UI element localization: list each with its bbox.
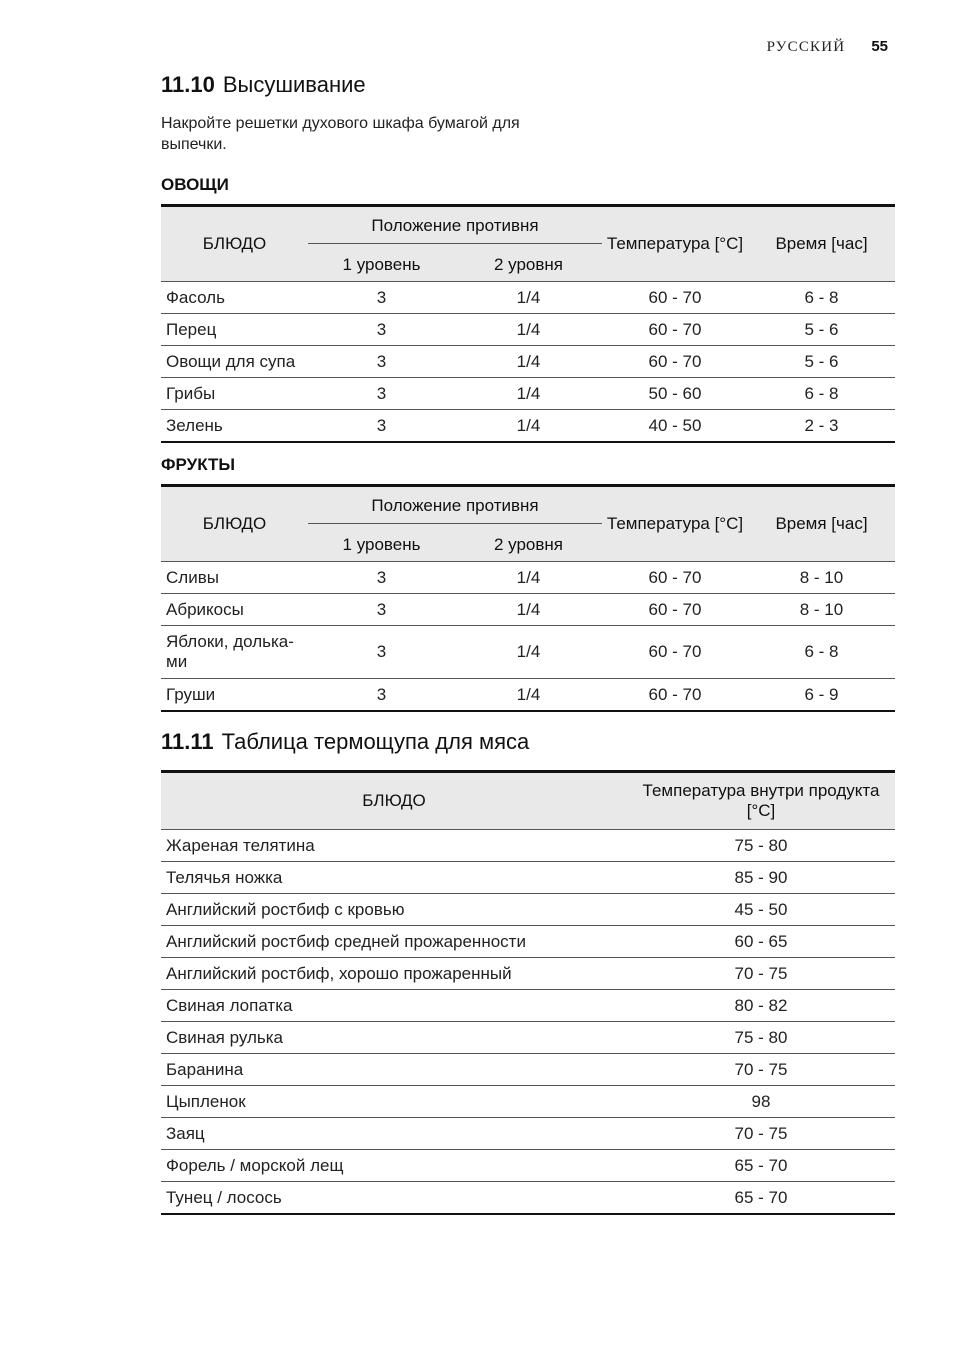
- temp-cell: 75 - 80: [627, 830, 895, 862]
- dish-cell: Заяц: [161, 1118, 627, 1150]
- l1-cell: 3: [308, 562, 455, 594]
- l2-cell: 1/4: [455, 282, 602, 314]
- vegetables-rows: [161, 282, 895, 443]
- temp-cell: 60 - 70: [602, 594, 748, 626]
- l1-cell: 3: [308, 346, 455, 378]
- table-row: [161, 958, 895, 990]
- time-cell: 5 - 6: [748, 346, 895, 378]
- col-time: Время [час]: [748, 206, 895, 282]
- l1-cell: 3: [308, 314, 455, 346]
- dish-cell: Баранина: [161, 1054, 627, 1086]
- time-cell: 8 - 10: [748, 594, 895, 626]
- l2-cell: 1/4: [455, 410, 602, 443]
- time-cell: 6 - 9: [748, 679, 895, 712]
- l2-cell: 1/4: [455, 679, 602, 712]
- col-temperature: Температура [°C]: [602, 206, 748, 282]
- dish-cell: Телячья ножка: [161, 862, 627, 894]
- table-row: [161, 594, 895, 626]
- time-cell: 6 - 8: [748, 378, 895, 410]
- temp-cell: 60 - 70: [602, 626, 748, 679]
- l1-cell: 3: [308, 626, 455, 679]
- fruits-heading: ФРУКТЫ: [161, 455, 236, 474]
- table-row: [161, 990, 895, 1022]
- col-level2: 2 уровня: [493, 535, 564, 554]
- dish-cell: Сливы: [161, 562, 308, 594]
- temp-cell: 70 - 75: [627, 1118, 895, 1150]
- temp-cell: 80 - 82: [627, 990, 895, 1022]
- table-row: [161, 1086, 895, 1118]
- dish-cell: Английский ростбиф средней прожаренности: [161, 926, 627, 958]
- col-level2: 2 уровня: [493, 255, 564, 274]
- temp-cell: 60 - 70: [602, 679, 748, 712]
- dish-cell: Английский ростбиф, хорошо прожаренный: [161, 958, 627, 990]
- fruits-rows: [161, 562, 895, 712]
- section-number: 11.11: [161, 729, 214, 754]
- dish-cell: Грибы: [161, 378, 308, 410]
- dish-cell: Перец: [161, 314, 308, 346]
- page-number: 55: [871, 38, 888, 55]
- col-core-temp: Температура внутри продукта [°C]: [627, 772, 895, 830]
- table-row: [161, 346, 895, 378]
- section-title-text: Высушивание: [222, 72, 366, 97]
- temp-cell: 65 - 70: [627, 1182, 895, 1215]
- temp-cell: 50 - 60: [602, 378, 748, 410]
- table-row: [161, 926, 895, 958]
- l2-cell: 1/4: [455, 562, 602, 594]
- section-title-drying: [161, 72, 366, 98]
- dish-cell: Тунец / лосось: [161, 1182, 627, 1215]
- fruits-table: [161, 484, 895, 712]
- temp-cell: 75 - 80: [627, 1022, 895, 1054]
- l2-cell: 1/4: [455, 626, 602, 679]
- table-row: [161, 1150, 895, 1182]
- dish-cell: Овощи для супа: [161, 346, 308, 378]
- col-level1: 1 уровень: [342, 255, 421, 274]
- l2-cell: 1/4: [455, 594, 602, 626]
- l1-cell: 3: [308, 679, 455, 712]
- l2-cell: 1/4: [455, 378, 602, 410]
- time-cell: 6 - 8: [748, 282, 895, 314]
- table-row: [161, 626, 895, 679]
- l1-cell: 3: [308, 378, 455, 410]
- table-row: [161, 679, 895, 712]
- table-row: [161, 1054, 895, 1086]
- col-dish: БЛЮДО: [161, 206, 308, 282]
- temp-cell: 40 - 50: [602, 410, 748, 443]
- col-level1: 1 уровень: [342, 535, 421, 554]
- table-row: [161, 894, 895, 926]
- dish-cell: Цыпленок: [161, 1086, 627, 1118]
- table-row: [161, 830, 895, 862]
- table-row: [161, 410, 895, 443]
- language-label: РУССКИЙ: [766, 39, 846, 55]
- temp-cell: 60 - 70: [602, 282, 748, 314]
- l1-cell: 3: [308, 594, 455, 626]
- table-row: [161, 1182, 895, 1215]
- temp-cell: 60 - 70: [602, 562, 748, 594]
- temp-cell: 70 - 75: [627, 958, 895, 990]
- dish-cell: Абрикосы: [161, 594, 308, 626]
- temp-cell: 60 - 65: [627, 926, 895, 958]
- col-dish: БЛЮДО: [161, 772, 627, 830]
- temp-cell: 60 - 70: [602, 346, 748, 378]
- l1-cell: 3: [308, 282, 455, 314]
- vegetables-table: [161, 204, 895, 443]
- temp-cell: 65 - 70: [627, 1150, 895, 1182]
- meat-probe-table: [161, 770, 895, 1215]
- dish-cell: Фасоль: [161, 282, 308, 314]
- dish-cell: Свиная лопатка: [161, 990, 627, 1022]
- intro-text: Накройте решетки духового шкафа бумагой для выпечки.: [161, 115, 520, 153]
- time-cell: 5 - 6: [748, 314, 895, 346]
- section-number: 11.10: [161, 72, 215, 97]
- temp-cell: 85 - 90: [627, 862, 895, 894]
- table-row: [161, 862, 895, 894]
- col-temperature: Температура [°C]: [602, 486, 748, 562]
- col-position: Положение противня: [308, 486, 602, 528]
- time-cell: 2 - 3: [748, 410, 895, 443]
- section-title-text: Таблица термощупа для мяса: [221, 729, 530, 754]
- dish-cell: Яблоки, долька- ми: [161, 626, 308, 679]
- table-row: [161, 562, 895, 594]
- l2-cell: 1/4: [455, 346, 602, 378]
- temp-cell: 70 - 75: [627, 1054, 895, 1086]
- dish-cell: Свиная рулька: [161, 1022, 627, 1054]
- table-row: [161, 314, 895, 346]
- col-position: Положение противня: [308, 206, 602, 248]
- col-dish: БЛЮДО: [161, 486, 308, 562]
- section-title-probe: [161, 729, 529, 755]
- time-cell: 6 - 8: [748, 626, 895, 679]
- temp-cell: 60 - 70: [602, 314, 748, 346]
- vegetables-heading: ОВОЩИ: [161, 175, 229, 194]
- dish-cell: Груши: [161, 679, 308, 712]
- l1-cell: 3: [308, 410, 455, 443]
- table-row: [161, 1118, 895, 1150]
- time-cell: 8 - 10: [748, 562, 895, 594]
- dish-cell: Английский ростбиф с кровью: [161, 894, 627, 926]
- l2-cell: 1/4: [455, 314, 602, 346]
- page-header: [767, 38, 888, 56]
- col-time: Время [час]: [748, 486, 895, 562]
- table-row: [161, 1022, 895, 1054]
- temp-cell: 45 - 50: [627, 894, 895, 926]
- table-row: [161, 378, 895, 410]
- table-row: [161, 282, 895, 314]
- dish-cell: Зелень: [161, 410, 308, 443]
- dish-cell: Форель / морской лещ: [161, 1150, 627, 1182]
- dish-cell: Жареная телятина: [161, 830, 627, 862]
- temp-cell: 98: [627, 1086, 895, 1118]
- probe-rows: [161, 830, 895, 1215]
